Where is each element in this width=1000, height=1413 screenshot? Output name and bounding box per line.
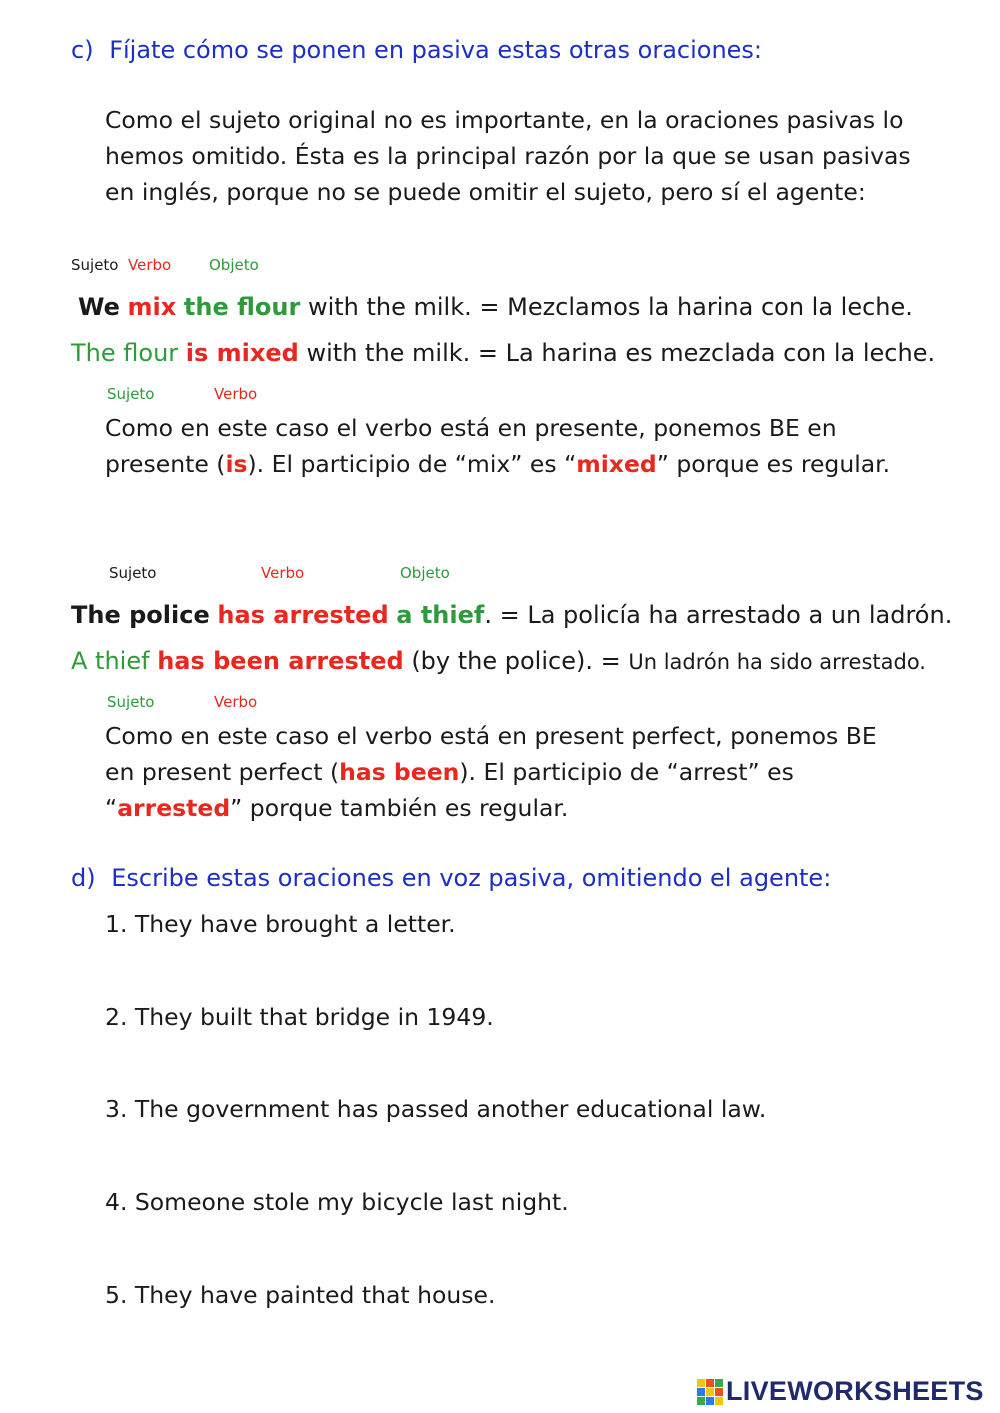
explanation-line (105, 446, 945, 482)
label-verb: Verbo (214, 385, 258, 403)
active-subject: The police (71, 601, 210, 629)
passive-rest: with the milk. = La harina es mezclada con la leche. (306, 339, 936, 367)
example2-active-sentence (71, 601, 952, 629)
label-subject: Sujeto (109, 564, 157, 582)
intro-paragraph (105, 102, 945, 210)
active-subject: We (78, 293, 120, 321)
passive-subject: The flour (71, 339, 179, 367)
explanation-highlight: has been (339, 758, 460, 786)
intro-line: Como el sujeto original no es importante, en la oraciones pasivas lo (105, 106, 904, 134)
passive-rest: (by the police). = (411, 647, 621, 675)
brand-name: LIVEWORKSHEETS (726, 1376, 984, 1406)
section-d-marker: d) (71, 864, 96, 892)
exercise-item-4: 4. Someone stole my bicycle last night. (105, 1188, 569, 1216)
intro-line: hemos omitido. Ésta es la principal razón por la que se usan pasivas (105, 142, 911, 170)
section-c-title: Fíjate cómo se ponen en pasiva estas otras oraciones: (109, 36, 763, 64)
passive-subject: A thief (71, 647, 150, 675)
exercise-item-2: 2. They built that bridge in 1949. (105, 1003, 494, 1031)
section-c-marker: c) (71, 36, 94, 64)
label-object: Objeto (400, 564, 450, 582)
intro-line: en inglés, porque no se puede omitir el sujeto, pero sí el agente: (105, 178, 866, 206)
explanation-text: presente ( (105, 450, 226, 478)
active-verb: mix (127, 293, 177, 321)
exercise-item-5: 5. They have painted that house. (105, 1281, 496, 1309)
explanation-highlight: mixed (576, 450, 657, 478)
active-verb: has arrested (217, 601, 389, 629)
label-subject: Sujeto (107, 385, 155, 403)
active-object: a thief (396, 601, 485, 629)
explanation-text: en present perfect ( (105, 758, 340, 786)
passive-translation: Un ladrón ha sido arrestado. (628, 650, 926, 674)
label-object: Objeto (209, 256, 259, 274)
explanation-line: Como en este caso el verbo está en presente, ponemos BE en (105, 414, 837, 442)
explanation-line (105, 790, 945, 826)
explanation-text: ” porque es regular. (656, 450, 891, 478)
label-subject: Sujeto (71, 256, 119, 274)
example1-explanation (105, 410, 945, 482)
section-c-heading (71, 36, 762, 64)
explanation-text: ). El participio de “mix” es “ (247, 450, 577, 478)
exercise-item-1: 1. They have brought a letter. (105, 910, 456, 938)
passive-verb: is mixed (185, 339, 299, 367)
explanation-text: “ (105, 794, 118, 822)
explanation-line (105, 754, 945, 790)
explanation-highlight: is (225, 450, 248, 478)
active-rest: . = La policía ha arrestado a un ladrón. (484, 601, 953, 629)
explanation-text: ). El participio de “arrest” es (459, 758, 794, 786)
explanation-line: Como en este caso el verbo está en present perfect, ponemos BE (105, 722, 877, 750)
liveworksheets-logo (697, 1376, 984, 1407)
active-object: the flour (183, 293, 301, 321)
passive-verb: has been arrested (157, 647, 404, 675)
active-rest: with the milk. = Mezclamos la harina con la leche. (307, 293, 913, 321)
example2-explanation (105, 718, 945, 826)
section-d-title: Escribe estas oraciones en voz pasiva, omitiendo el agente: (111, 864, 832, 892)
label-verb: Verbo (214, 693, 258, 711)
explanation-highlight: arrested (117, 794, 231, 822)
example1-passive-sentence (71, 339, 935, 367)
logo-grid-icon (697, 1379, 723, 1405)
label-verb: Verbo (261, 564, 305, 582)
label-verb: Verbo (128, 256, 172, 274)
label-subject: Sujeto (107, 693, 155, 711)
example2-passive-sentence (71, 647, 926, 675)
example1-active-sentence (78, 293, 913, 321)
exercise-item-3: 3. The government has passed another educational law. (105, 1095, 767, 1123)
explanation-text: ” porque también es regular. (230, 794, 569, 822)
section-d-heading (71, 864, 831, 892)
